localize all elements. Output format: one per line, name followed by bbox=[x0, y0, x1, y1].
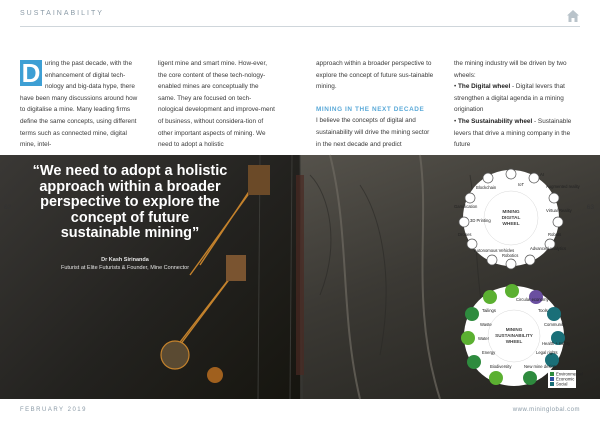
robotics-icon bbox=[506, 259, 516, 269]
dw-label-advanced-analytics: Advanced analytics bbox=[530, 246, 567, 251]
page-number-left: 62 bbox=[4, 204, 12, 211]
legend-environmental: Environmental bbox=[556, 371, 583, 377]
bullet-1-title: The Digital wheel bbox=[458, 83, 511, 91]
ai-icon bbox=[529, 173, 539, 183]
footer-date: FEBRUARY 2019 bbox=[20, 407, 87, 413]
dw-label-robotics: Robotics bbox=[502, 253, 519, 258]
mining-digital-wheel-diagram bbox=[450, 164, 580, 272]
dw-label-iot: IoT bbox=[518, 182, 525, 187]
dw-label-augmented-reality: Augmented reality bbox=[546, 184, 580, 189]
sw-label-community: Community bbox=[544, 322, 566, 327]
header-divider bbox=[20, 26, 580, 27]
pull-quote: “We need to adopt a holistic approach within a broader perspective to explore the concept of future sustainable mining” bbox=[32, 163, 228, 241]
sw-label-circular-economy: Circular economy bbox=[516, 297, 549, 302]
sw-label-energy: Energy bbox=[482, 350, 496, 355]
sustainability-wheel-title-1: MINING bbox=[505, 327, 523, 332]
dw-label-3d-printing: 3D Printing bbox=[470, 218, 491, 223]
community-icon bbox=[547, 307, 561, 321]
iot-icon bbox=[506, 169, 516, 179]
dw-label-robots: Robots bbox=[548, 232, 562, 237]
augmented-reality-icon bbox=[549, 193, 559, 203]
quote-attribution bbox=[40, 256, 210, 272]
blockchain-icon bbox=[483, 173, 493, 183]
column-2-text: ligent mine and smart mine. How-ever, the core content of these tech-nology-enabled mines are conceptually the same. They are focused on tech-nological development and improve-ment of business, without considera-tion of other important aspects of mining. We need to adopt a holistic bbox=[158, 60, 275, 149]
bullet-2-title: The Sustainability wheel bbox=[458, 117, 533, 125]
article-column-1 bbox=[20, 58, 138, 151]
bullet-sustainability-wheel: • The Sustainability wheel - Sustainable levers that drive a mining company in the future bbox=[454, 117, 572, 149]
sw-label-tailings: Tailings bbox=[482, 308, 496, 313]
energy-icon bbox=[467, 355, 481, 369]
bullet-2-text: - Sustainable levers that drive a mining company in the future bbox=[454, 117, 572, 149]
autonomous-vehicles-icon bbox=[487, 255, 497, 265]
footer-website[interactable]: www.mininglobal.com bbox=[512, 407, 580, 413]
virtual-reality-icon bbox=[553, 217, 563, 227]
dw-label-virtual-reality: Virtual Reality bbox=[546, 208, 572, 213]
gamification-icon bbox=[465, 193, 475, 203]
column-1-text: uring the past decade, with the enhancement of digital tech-nology and big-data hype, there have been many discussions around how to digitalise a mine. Many leading firms define the same concepts, using different terms such as connected mine, digital mine, intel- bbox=[20, 60, 138, 149]
sw-label-waste: Waste bbox=[480, 322, 492, 327]
drop-cap: D bbox=[21, 58, 41, 88]
sw-label-legal-rights: Legal rights bbox=[536, 350, 558, 355]
article-column-3 bbox=[316, 58, 434, 150]
advanced-analytics-icon bbox=[525, 255, 535, 265]
3d-printing-icon bbox=[459, 217, 469, 227]
legend-swatch-environmental bbox=[550, 372, 554, 376]
quote-author-role: Futurist at Elite Futurists & Founder, Mine Connector bbox=[60, 265, 190, 271]
article-column-4 bbox=[454, 58, 578, 151]
section-header: SUSTAINABILITY bbox=[20, 10, 104, 17]
waste-icon bbox=[465, 307, 479, 321]
sw-label-water: Water bbox=[478, 336, 490, 341]
sw-label-health-safety: Health + safety bbox=[542, 341, 571, 346]
column-4-text-a: the mining industry will be driven by two wheels: bbox=[454, 60, 567, 79]
mining-sustainability-wheel-diagram bbox=[456, 282, 583, 390]
circular-economy-icon bbox=[505, 284, 519, 298]
sustainability-wheel-title-2: SUSTAINABILITY bbox=[495, 333, 533, 338]
bullet-digital-wheel: • The Digital wheel - Digital levers that strengthen a digital agenda in a mining origination bbox=[454, 83, 565, 114]
home-icon[interactable] bbox=[566, 9, 580, 23]
digital-wheel-title-2: DIGITAL bbox=[501, 216, 521, 221]
water-icon bbox=[461, 331, 475, 345]
dw-label-blockchain: Blockchain bbox=[476, 185, 497, 190]
dw-label-autonomous-vehicles: Autonomous Vehicles bbox=[474, 248, 515, 253]
sw-label-tools: Tools bbox=[538, 308, 548, 313]
legend-swatch-social bbox=[550, 382, 554, 386]
page-number-right: 63 bbox=[586, 204, 594, 211]
column-3-text-b: I believe the concepts of digital and sustainability will drive the mining sector in the next decade and predict bbox=[316, 117, 430, 148]
digital-wheel-title-1: MINING bbox=[502, 210, 520, 215]
legend-social: Social bbox=[556, 381, 568, 387]
column-3-text-a: approach within a broader perspective to explore the concept of future sus-tainable mining. bbox=[316, 60, 434, 91]
bullet-1-text: - Digital levers that strengthen a digital agenda in a mining origination bbox=[454, 83, 565, 114]
tailings-icon bbox=[483, 290, 497, 304]
digital-wheel-title-3: WHEEL bbox=[502, 222, 520, 227]
dw-label-ai: AI bbox=[540, 172, 544, 177]
subheading: MINING IN THE NEXT DECADE bbox=[316, 105, 425, 113]
sustainability-legend bbox=[548, 370, 583, 388]
legend-economic: Economic bbox=[556, 376, 575, 382]
sw-label-new-mine-design: New mine design bbox=[524, 364, 557, 369]
legend-swatch-economic bbox=[550, 377, 554, 381]
sw-label-biodiversity: Biodiversity bbox=[490, 364, 512, 369]
sustainability-wheel-title-3: WHEEL bbox=[505, 339, 523, 344]
biodiversity-icon bbox=[489, 371, 503, 385]
quote-author: Dr Kash Sirinanda bbox=[101, 257, 149, 263]
dw-label-drones: Drones bbox=[458, 232, 472, 237]
new-mine-design-icon bbox=[523, 371, 537, 385]
article-column-2 bbox=[158, 58, 276, 151]
dw-label-gamification: Gamification bbox=[454, 204, 478, 209]
